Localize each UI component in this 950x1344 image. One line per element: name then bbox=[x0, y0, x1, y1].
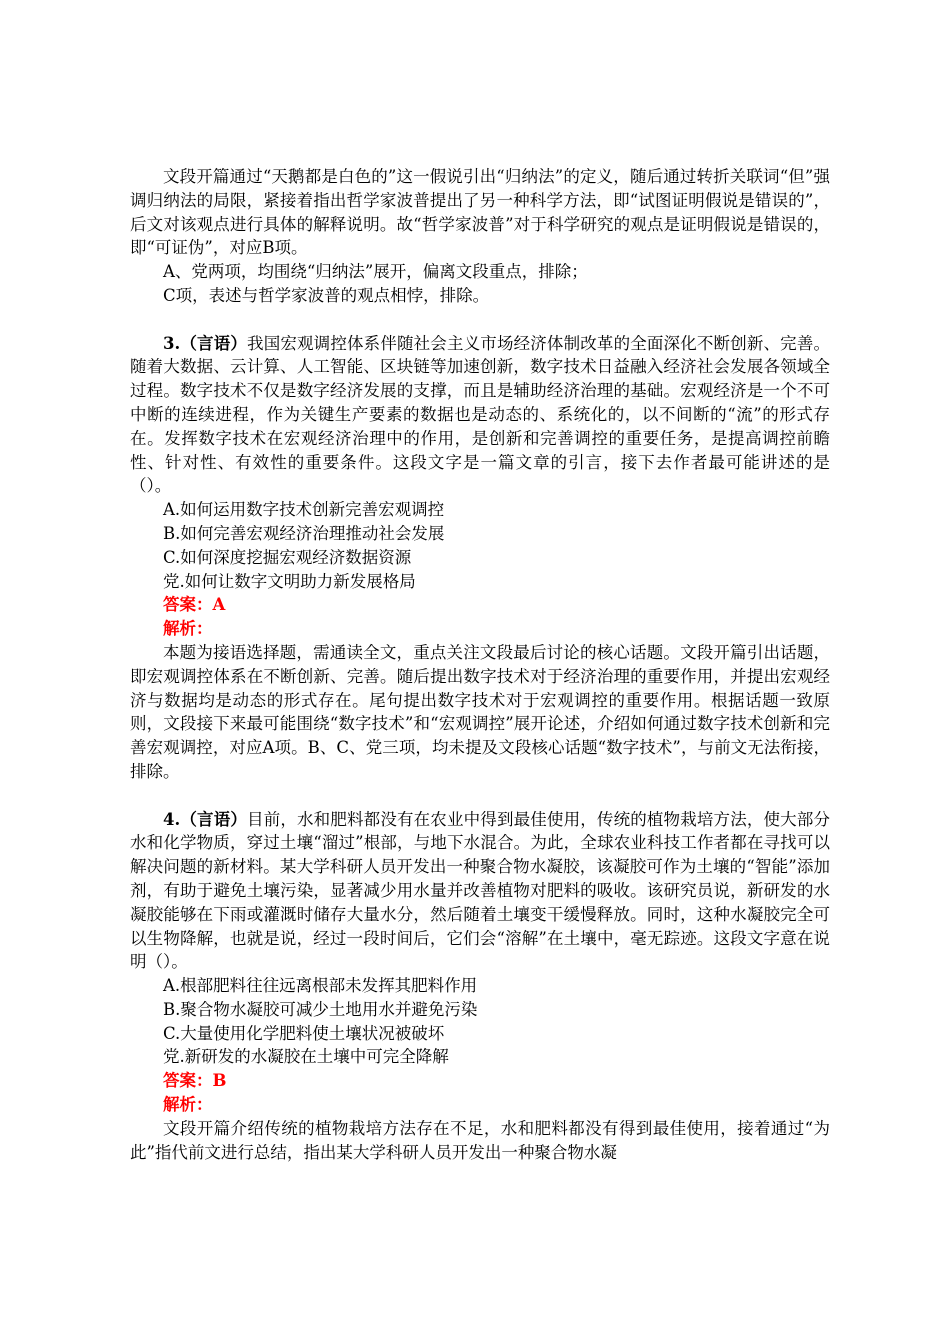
question-number: 4.（言语） bbox=[163, 809, 248, 829]
analysis-label: 解析： bbox=[163, 1095, 213, 1115]
document-page bbox=[130, 165, 830, 1164]
option-a: A.如何运用数字技术创新完善宏观调控 bbox=[163, 500, 445, 520]
question-number: 3.（言语） bbox=[163, 333, 248, 353]
question-stem: 目前，水和肥料都没有在农业中得到最佳使用，传统的植物栽培方法，使大部分水和化学物质，穿过土壤“溜过”根部，与地下水混合。为此，全球农业科技工作者都在寻找可以解决问题的新材料。某大学科研人员开发出一种聚合物水凝胶，该凝胶可作为土壤的“智能”添加剂，有助于避免土壤污染，显著减少用水量并改善植物对肥料的吸收。该研究员说，新研发的水凝胶能够在下雨或灌溉时储存大量水分，然后随着土壤变干缓慢释放。同时，这种水凝胶完全可以生物降解，也就是说，经过一段时间后，它们会“溶解”在土壤中，毫无踪迹。这段文字意在说明（）。 bbox=[130, 809, 830, 972]
paragraph: A、党两项，均围绕“归纳法”展开，偏离文段重点，排除； bbox=[163, 262, 588, 282]
question-3 bbox=[130, 332, 830, 499]
question-4 bbox=[130, 808, 830, 975]
spacer bbox=[130, 308, 830, 332]
option-c: C.大量使用化学肥料使土壤状况被破坏 bbox=[163, 1023, 445, 1043]
analysis-text: 文段开篇介绍传统的植物栽培方法存在不足，水和肥料都没有得到最佳使用，接着通过“为此”指代前文进行总结，指出某大学科研人员开发出一种聚合物水凝 bbox=[130, 1118, 830, 1162]
option-a: A.根部肥料往往远离根部未发挥其肥料作用 bbox=[163, 976, 478, 996]
question-stem: 我国宏观调控体系伴随社会主义市场经济体制改革的全面深化不断创新、完善。随着大数据、云计算、人工智能、区块链等加速创新，数字技术日益融入经济社会发展各领域全过程。数字技术不仅是数字经济发展的支撑，而且是辅助经济治理的基础。宏观经济是一个不可中断的连续进程，作为关键生产要素的数据也是动态的、系统化的，以不间断的“流”的形式存在。发挥数字技术在宏观经济治理中的作用，是创新和完善调控的重要任务，是提高调控前瞻性、针对性、有效性的重要条件。这段文字是一篇文章的引言，接下去作者最可能讲述的是（）。 bbox=[130, 333, 830, 496]
paragraph: 文段开篇通过“天鹅都是白色的”这一假说引出“归纳法”的定义，随后通过转折关联词“但”强调归纳法的局限，紧接着指出哲学家波普提出了另一种科学方法，即“试图证明假说是错误的”，后文对该观点进行具体的解释说明。故“哲学家波普”对于科学研究的观点是证明假说是错误的，即“可证伪”，对应B项。 bbox=[130, 167, 830, 258]
option-d: 党.新研发的水凝胶在土壤中可完全降解 bbox=[163, 1047, 449, 1067]
answer-label: 答案：B bbox=[163, 1071, 227, 1091]
option-b: B.聚合物水凝胶可减少土地用水并避免污染 bbox=[163, 999, 478, 1019]
paragraph: C项，表述与哲学家波普的观点相悖，排除。 bbox=[163, 285, 490, 305]
option-b: B.如何完善宏观经济治理推动社会发展 bbox=[163, 523, 445, 543]
option-d: 党.如何让数字文明助力新发展格局 bbox=[163, 571, 416, 591]
analysis-text: 本题为接语选择题，需通读全文，重点关注文段最后讨论的核心话题。文段开篇引出话题，即宏观调控体系在不断创新、完善。随后提出数字技术对于经济治理的重要作用，并提出宏观经济与数据均是动态的形式存在。尾句提出数字技术对于宏观调控的重要作用。根据话题一致原则，文段接下来最可能围绕“数字技术”和“宏观调控”展开论述，介绍如何通过数字技术创新和完善宏观调控，对应A项。B、C、党三项，均未提及文段核心话题“数字技术”，与前文无法衔接，排除。 bbox=[130, 642, 830, 781]
option-c: C.如何深度挖掘宏观经济数据资源 bbox=[163, 547, 412, 567]
spacer bbox=[130, 784, 830, 808]
answer-label: 答案：A bbox=[163, 595, 226, 615]
analysis-label: 解析： bbox=[163, 619, 213, 639]
